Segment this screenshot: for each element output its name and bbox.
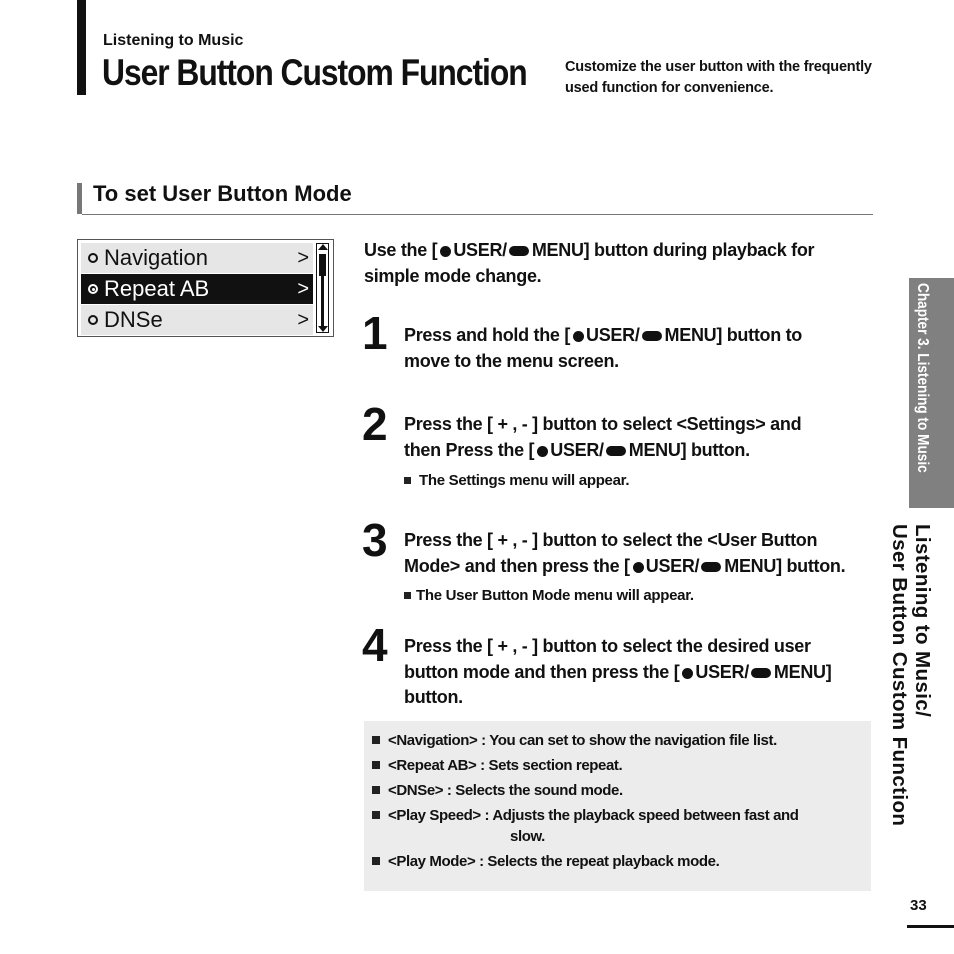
list-item bbox=[372, 732, 777, 749]
menu-item-label: DNSe bbox=[104, 307, 163, 332]
text-fragment: Press and hold the [ bbox=[404, 325, 571, 345]
step-line: Press the [ + , - ] button to select the desired user bbox=[404, 636, 811, 656]
text-fragment: USER/ bbox=[695, 661, 749, 682]
menu-item-repeat-ab bbox=[81, 274, 313, 304]
section-divider bbox=[82, 214, 873, 215]
step-number: 3 bbox=[362, 514, 386, 566]
scroll-thumb bbox=[319, 254, 326, 276]
mode-description: <Navigation> : You can set to show the navigation file list. bbox=[388, 732, 777, 749]
menu-button-icon bbox=[642, 331, 662, 341]
list-item bbox=[372, 853, 719, 870]
step-2-text bbox=[404, 412, 874, 463]
step-number: 1 bbox=[362, 307, 386, 359]
menu-item-dnse bbox=[81, 305, 313, 335]
list-item bbox=[372, 807, 799, 824]
page-number-rule bbox=[907, 925, 954, 928]
running-section-title bbox=[888, 524, 934, 826]
bullet-square-icon bbox=[372, 786, 380, 794]
page-subtitle: Customize the user button with the frequently used function for convenience. bbox=[565, 59, 872, 96]
user-button-icon bbox=[682, 668, 693, 679]
radio-bullet-icon bbox=[88, 315, 98, 325]
step-number: 2 bbox=[362, 398, 386, 450]
step-line: move to the menu screen. bbox=[404, 350, 619, 371]
text-fragment: USER/ bbox=[586, 325, 640, 345]
chapter-tab-label: Chapter 3. Listening to Music bbox=[914, 283, 931, 473]
step-3-note bbox=[404, 587, 694, 604]
bullet-square-icon bbox=[372, 811, 380, 819]
step-line: button. bbox=[404, 687, 463, 707]
scroll-track bbox=[321, 276, 324, 326]
page-number: 33 bbox=[910, 897, 927, 914]
menu-item-navigation bbox=[81, 243, 313, 273]
mode-description: <Repeat AB> : Sets section repeat. bbox=[388, 757, 623, 774]
note-text: The User Button Mode menu will appear. bbox=[416, 587, 694, 604]
running-title-line-1: Listening to Music/ bbox=[911, 524, 934, 718]
list-item-continuation: slow. bbox=[510, 828, 545, 845]
text-fragment: button mode and then press the [ bbox=[404, 661, 680, 682]
bullet-square-icon bbox=[372, 761, 380, 769]
text-fragment: MENU] button. bbox=[724, 555, 846, 576]
text-fragment: Use the [ bbox=[364, 240, 438, 260]
step-4-text bbox=[404, 634, 874, 711]
intro-line-2: simple mode change. bbox=[364, 265, 542, 286]
bullet-square-icon bbox=[372, 857, 380, 865]
step-line bbox=[404, 554, 879, 580]
chevron-right-icon: > bbox=[297, 309, 309, 331]
chevron-right-icon: > bbox=[297, 278, 309, 300]
radio-bullet-icon bbox=[88, 284, 98, 294]
step-3-text bbox=[404, 528, 879, 579]
step-line: Press the [ + , - ] button to select the <User Button bbox=[404, 530, 818, 550]
title-accent-bar bbox=[77, 0, 86, 95]
step-number: 4 bbox=[362, 619, 386, 671]
user-button-icon bbox=[573, 331, 584, 342]
menu-button-icon bbox=[606, 446, 626, 456]
intro-line-1 bbox=[364, 238, 874, 264]
text-fragment: then Press the [ bbox=[404, 439, 535, 460]
intro-text bbox=[364, 238, 874, 289]
user-button-icon bbox=[440, 246, 451, 257]
menu-item-label: Navigation bbox=[104, 245, 208, 270]
screen-scrollbar bbox=[316, 243, 329, 333]
note-text: The Settings menu will appear. bbox=[419, 472, 630, 489]
user-button-icon bbox=[633, 562, 644, 573]
menu-button-icon bbox=[509, 246, 529, 256]
bullet-square-icon bbox=[404, 592, 411, 599]
step-1-text bbox=[404, 323, 874, 374]
mode-description: <DNSe> : Selects the sound mode. bbox=[388, 782, 623, 799]
text-fragment: MENU] button. bbox=[628, 439, 750, 460]
scroll-down-arrow-icon bbox=[318, 326, 328, 332]
step-line bbox=[404, 323, 874, 349]
menu-button-icon bbox=[751, 668, 771, 678]
user-button-icon bbox=[537, 446, 548, 457]
running-title-line-2: User Button Custom Function bbox=[888, 524, 911, 827]
device-screen bbox=[77, 239, 334, 337]
scroll-up-arrow-icon bbox=[318, 244, 328, 250]
text-fragment: USER/ bbox=[645, 555, 700, 576]
menu-item-label: Repeat AB bbox=[104, 276, 210, 301]
page-title: User Button Custom Function bbox=[102, 52, 527, 93]
text-fragment: USER/ bbox=[453, 240, 507, 260]
text-fragment: MENU] bbox=[773, 661, 832, 682]
section-title: To set User Button Mode bbox=[93, 181, 352, 206]
mode-description: <Play Mode> : Selects the repeat playback mode. bbox=[388, 853, 720, 870]
text-fragment: Mode> and then press the [ bbox=[404, 555, 630, 576]
mode-description: <Play Speed> : Adjusts the playback speed between fast and bbox=[388, 807, 799, 824]
step-line bbox=[404, 660, 874, 686]
modes-info-box bbox=[364, 721, 871, 891]
bullet-square-icon bbox=[404, 477, 411, 484]
chevron-right-icon: > bbox=[297, 247, 309, 269]
section-accent-bar bbox=[77, 183, 82, 214]
bullet-square-icon bbox=[372, 736, 380, 744]
list-item bbox=[372, 757, 622, 774]
menu-button-icon bbox=[701, 562, 721, 572]
step-2-note bbox=[404, 472, 629, 489]
text-fragment: USER/ bbox=[550, 439, 604, 460]
step-line bbox=[404, 438, 874, 464]
list-item bbox=[372, 782, 623, 799]
breadcrumb: Listening to Music bbox=[103, 32, 244, 49]
text-fragment: MENU] button to bbox=[664, 325, 802, 345]
text-fragment: MENU] button during playback for bbox=[531, 240, 815, 260]
radio-bullet-icon bbox=[88, 253, 98, 263]
step-line: Press the [ + , - ] button to select <Settings> and bbox=[404, 414, 802, 434]
